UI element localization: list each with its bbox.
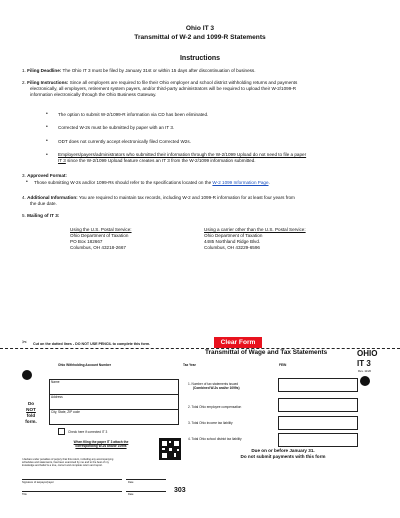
- line2-input[interactable]: [278, 398, 358, 412]
- bullet-3: ODT does not currently accept electronically filed Corrected W2s.: [58, 139, 191, 144]
- mailing-usps-line2: PO Box 182667: [70, 239, 103, 244]
- instruction-2-number: 2.: [22, 80, 26, 85]
- attach-note-line1: When filing the paper IT 3 attach the: [73, 440, 129, 444]
- tax-year-label: Tax Year: [183, 363, 196, 367]
- line3-input[interactable]: [278, 416, 358, 430]
- do-not-fold-line1: Do: [27, 401, 35, 406]
- instruction-5-label: Mailing of IT 3:: [27, 213, 60, 218]
- mailing-carrier-line1: Ohio Department of Taxation: [204, 233, 263, 238]
- line4-input[interactable]: [278, 433, 358, 447]
- mailing-carrier-line2: 4485 Northland Ridge Blvd.: [204, 239, 261, 244]
- instruction-3-bullet: [34, 180, 384, 186]
- page-subtitle: Transmittal of W-2 and 1099-R Statements: [134, 34, 266, 41]
- do-not-fold-line3: fold: [26, 413, 36, 418]
- phone-line[interactable]: [126, 491, 166, 492]
- date-label: Date: [128, 481, 134, 484]
- bullet-1: The option to submit W-2/1099-R information via CD has been eliminated.: [58, 112, 209, 117]
- signature-line[interactable]: [22, 479, 122, 480]
- date-line[interactable]: [126, 479, 166, 480]
- bullet-icon: •: [46, 138, 48, 144]
- page-title: Ohio IT 3: [185, 25, 215, 32]
- instructions-heading: Instructions: [179, 55, 221, 62]
- instruction-2-text-line1: Since all employers are required to file their Ohio employer and school district withholding returns and payments: [69, 80, 298, 85]
- line1-label-text: 1. Number of tax statements issued: [188, 382, 239, 386]
- bullet-icon: •: [46, 111, 48, 117]
- due-note: [228, 448, 338, 460]
- clear-form-button[interactable]: Clear Form: [214, 337, 262, 348]
- corrected-label: Check here if corrected IT 3: [68, 430, 108, 434]
- mailing-carrier-line3: Columbus, OH 43229-6596: [204, 245, 260, 250]
- name-field[interactable]: Name: [51, 380, 60, 384]
- qr-code: [159, 438, 181, 460]
- line3-label: 3. Total Ohio income tax liability: [188, 421, 233, 425]
- instruction-1-text: The Ohio IT 3 must be filed by January 31st or within 15 days after discontinuation of business.: [62, 68, 256, 73]
- mailing-carrier: [204, 227, 384, 251]
- instruction-1: [22, 68, 382, 74]
- due-note-line1: Due on or before January 31.: [251, 448, 315, 453]
- instruction-5-number: 5.: [22, 213, 26, 218]
- instruction-3-bullet-text: Those submitting W-2s and/or 1099-Rs should refer to the specifications located on the: [34, 180, 213, 185]
- do-not-fold-line2: NOT: [26, 407, 36, 412]
- cut-instruction: Cut on the dotted lines - DO NOT USE PENCIL to complete this form.: [33, 342, 151, 346]
- instruction-3-bullet-end: .: [268, 180, 270, 185]
- form-revision: Rev. 11/20: [358, 369, 372, 373]
- instruction-2-text-line2: electronically, all employers, retirement system payers, and/or third-party administrators will be required to upload their W-2/1099-R: [30, 86, 297, 91]
- due-note-line2: Do not submit payments with this form: [240, 454, 326, 459]
- bullet-icon: •: [26, 179, 28, 185]
- w2-1099-info-link[interactable]: W-2 1099 Information Page: [212, 180, 269, 185]
- page-code: 303: [174, 487, 186, 494]
- instruction-1-number: 1.: [22, 68, 26, 73]
- address-field[interactable]: Address: [51, 395, 63, 399]
- bullet-4-line1: Employers/payers/administrators who submitted their information through the W-2/1099 Upload do not need to file a paper: [58, 152, 307, 157]
- instruction-3: [22, 173, 382, 179]
- declaration-line2: schedules and statements, has been examined by me and to the best of my: [22, 461, 109, 465]
- bullet-4-line2: since the W-2/1099 Upload feature creates an IT 3 from the W-2/1099 information submitted.: [65, 158, 256, 163]
- declaration-line3: knowledge and belief is a true, correct and complete return and report.: [22, 464, 103, 468]
- do-not-fold-note: [18, 401, 44, 425]
- instruction-5: [22, 213, 382, 219]
- mailing-usps-line3: Columbus, OH 43218-2667: [70, 245, 126, 250]
- registration-mark: [22, 370, 32, 380]
- instruction-3-number: 3.: [22, 173, 26, 178]
- bullet-2: Corrected W-2s must be submitted by paper with an IT 3.: [58, 125, 175, 130]
- mailing-usps-line1: Ohio Department of Taxation: [70, 233, 129, 238]
- bullet-icon: •: [46, 124, 48, 130]
- bullet-4-it3: IT 3: [58, 158, 66, 163]
- second-date-label: Date: [128, 493, 134, 496]
- declaration-line1: I declare under penalties of perjury that this return, including any accompanying: [22, 458, 114, 461]
- instruction-4: [22, 195, 384, 207]
- line1-label-sub: (Combined W-2s and/or 1099s): [193, 386, 240, 390]
- cut-line: [0, 348, 400, 349]
- instruction-2: [22, 80, 384, 98]
- mailing-usps: [70, 227, 200, 251]
- scissors-icon: ✂: [22, 340, 28, 346]
- attach-note: [46, 440, 156, 448]
- city-state-zip-field[interactable]: City, State, ZIP code: [51, 410, 80, 414]
- signature-label: Signature of taxpayer/payer: [22, 481, 54, 484]
- mailing-carrier-heading: Using a carrier other than the U.S. Postal Service:: [204, 227, 306, 232]
- do-not-fold-line4: form.: [25, 419, 37, 424]
- title-label: Title: [22, 493, 27, 496]
- corrected-checkbox[interactable]: [58, 428, 65, 435]
- declaration: [22, 458, 157, 468]
- instruction-4-text-line1: You are required to maintain tax records, including W-2 and 1099-R information for at least four years from: [78, 195, 295, 200]
- instruction-2-label: Filing Instructions:: [27, 80, 69, 85]
- title-line[interactable]: [22, 491, 122, 492]
- line1-label: [188, 382, 240, 390]
- instruction-4-text-line2: the due date.: [30, 201, 57, 206]
- attach-note-line2: corresponding W-2s and/or 1099s: [75, 444, 127, 448]
- instruction-2-text-line3: information electronically through the Ohio Business Gateway.: [30, 92, 157, 97]
- line1-input[interactable]: [278, 378, 358, 392]
- form-ohio: OHIO: [357, 349, 378, 358]
- instruction-1-label: Filing Deadline:: [27, 68, 62, 73]
- form-it3: IT 3: [357, 359, 371, 368]
- instruction-3-label: Approved Format:: [27, 173, 67, 178]
- name-address-box: [49, 379, 179, 425]
- fein-label: FEIN: [279, 363, 287, 367]
- instruction-4-label: Additional Information:: [27, 195, 78, 200]
- divider: [49, 394, 179, 395]
- registration-mark: [360, 376, 370, 386]
- mailing-usps-heading: Using the U.S. Postal Service:: [70, 227, 132, 232]
- bullet-4: [58, 152, 384, 164]
- instruction-4-number: 4.: [22, 195, 26, 200]
- line4-label: 4. Total Ohio school district tax liability: [188, 437, 242, 441]
- withholding-account-label: Ohio Withholding Account Number: [58, 363, 111, 367]
- bullet-icon: •: [46, 152, 48, 158]
- line2-label: 2. Total Ohio employee compensation: [188, 405, 242, 409]
- form-title: Transmittal of Wage and Tax Statements: [205, 349, 328, 356]
